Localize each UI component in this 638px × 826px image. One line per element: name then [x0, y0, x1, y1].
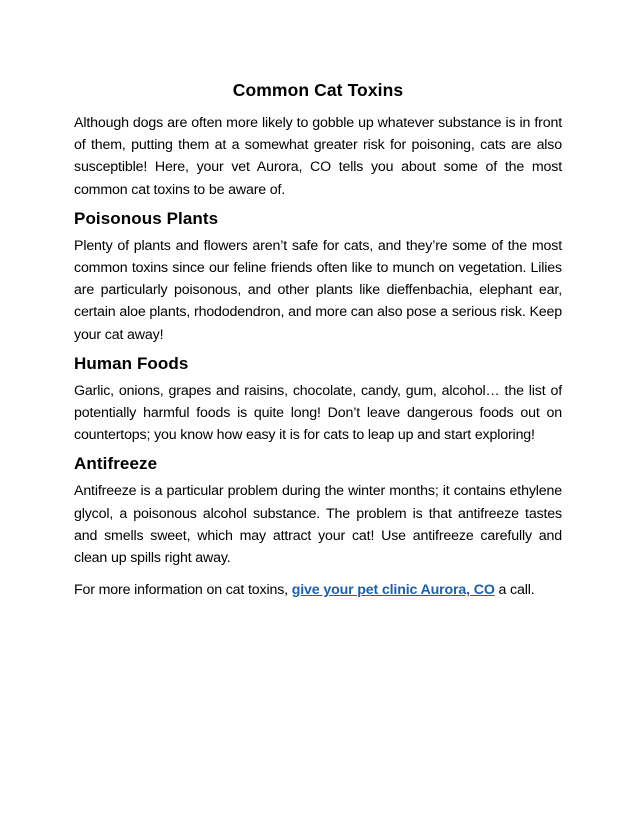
heading-antifreeze: Antifreeze [74, 454, 158, 474]
heading-human-foods: Human Foods [74, 353, 189, 373]
closing-text-after: a call. [494, 582, 535, 599]
document-page [74, 78, 562, 607]
paragraph-poisonous-plants: Plenty of plants and flowers aren’t safe for cats, and they’re some of the most common toxins since our feline friends often like to munch on vegetation. Lilies are particularly poisonous, and other plants like dieffenbachia, elephant ear, certain aloe plants, rhododendron, and more can also pose a serious risk. Keep your cat away! [74, 237, 562, 343]
closing-text-before: For more information on cat toxins, [74, 582, 292, 599]
heading-poisonous-plants: Poisonous Plants [74, 208, 219, 228]
closing-paragraph [74, 579, 562, 601]
intro-paragraph: Although dogs are often more likely to gobble up whatever substance is in front of them, putting them at a somewhat greater risk for poisoning, cats are also susceptible! Here, your vet Aurora, CO tells you about some of the most common cat toxins to be aware of. [74, 115, 562, 198]
document-title: Common Cat Toxins [232, 80, 404, 100]
paragraph-human-foods: Garlic, onions, grapes and raisins, chocolate, candy, gum, alcohol… the list of potentially harmful foods is quite long! Don’t leave dangerous foods out on countertops; you know how easy it is for cats to leap up and start exploring! [74, 382, 562, 444]
paragraph-antifreeze: Antifreeze is a particular problem during the winter months; it contains ethylene glycol, a poisonous alcohol substance. The problem is that antifreeze tastes and smells sweet, which may attract your cat! Use antifreeze carefully and clean up spills right away. [74, 483, 562, 567]
pet-clinic-link[interactable]: give your pet clinic Aurora, CO [291, 582, 495, 599]
